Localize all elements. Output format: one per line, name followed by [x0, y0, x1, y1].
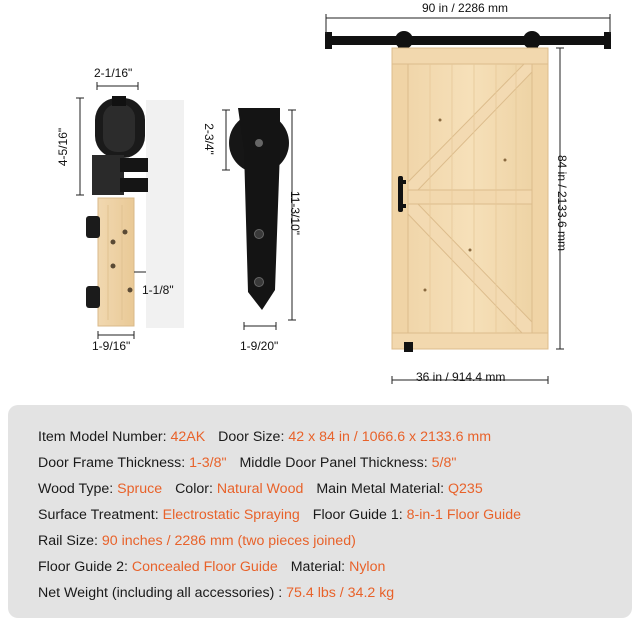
- spec-row-2: [38, 455, 456, 471]
- frame-label: Door Frame Thickness:: [38, 455, 186, 471]
- hanger-length-label: 11-3/10": [288, 190, 303, 236]
- wood-value: Spruce: [117, 481, 163, 497]
- rail-value: 90 inches / 2286 mm (two pieces joined): [101, 533, 356, 549]
- hanger-width-label: 1-9/20": [240, 339, 279, 353]
- spec-panel: [8, 405, 632, 618]
- surface-value: Electrostatic Spraying: [162, 507, 300, 523]
- door-size-value: 42 x 84 in / 1066.6 x 2133.6 mm: [288, 429, 492, 445]
- bolt-head-bottom: [86, 286, 100, 308]
- material-value: Nylon: [349, 559, 386, 575]
- spec-row-7: [38, 585, 394, 601]
- weight-label: Net Weight (including all accessories) :: [38, 585, 283, 601]
- wooden-board: [98, 198, 134, 326]
- door-height-label: 84 in / 2133.6 mm: [555, 154, 570, 252]
- metal-value: Q235: [448, 481, 483, 497]
- material-label: Material:: [290, 559, 346, 575]
- panel-label: Middle Door Panel Thickness:: [239, 455, 428, 471]
- wood-label: Wood Type:: [38, 481, 114, 497]
- spec-row-3: [38, 481, 483, 497]
- roller-width-label: 2-1/16": [94, 66, 133, 80]
- frame-value: 1-3/8": [189, 455, 227, 471]
- spec-row-1: [38, 429, 491, 445]
- model-value: 42AK: [170, 429, 206, 445]
- weight-value: 75.4 lbs / 34.2 kg: [286, 585, 395, 601]
- metal-label: Main Metal Material:: [316, 481, 445, 497]
- wheel-height-label: 2-3/4": [201, 123, 216, 155]
- guide1-value: 8-in-1 Floor Guide: [406, 507, 521, 523]
- guide2-label: Floor Guide 2:: [38, 559, 128, 575]
- color-value: Natural Wood: [216, 481, 304, 497]
- bracket-width-label: 1-9/16": [92, 339, 131, 353]
- strap-hanger: [229, 108, 289, 310]
- door-handle: [398, 176, 403, 212]
- hanger-block: [92, 155, 124, 195]
- door-size-label: Door Size:: [218, 429, 285, 445]
- model-label: Item Model Number:: [38, 429, 167, 445]
- spec-row-4: [38, 507, 521, 523]
- bar-thickness-label: 1-1/8": [142, 283, 174, 297]
- spec-row-5: [38, 533, 356, 549]
- guide2-value: Concealed Floor Guide: [131, 559, 278, 575]
- surface-label: Surface Treatment:: [38, 507, 159, 523]
- bolt-head-top: [86, 216, 100, 238]
- rail-label: Rail Size:: [38, 533, 98, 549]
- rail-length-label: 90 in / 2286 mm: [422, 1, 509, 15]
- panel-value: 5/8": [431, 455, 457, 471]
- spec-row-6: [38, 559, 385, 575]
- color-label: Color:: [175, 481, 213, 497]
- door-width-label: 36 in / 914.4 mm: [416, 370, 506, 384]
- guide1-label: Floor Guide 1:: [312, 507, 403, 523]
- rail: [326, 36, 610, 45]
- roller-height-label: 4-5/16": [56, 127, 71, 167]
